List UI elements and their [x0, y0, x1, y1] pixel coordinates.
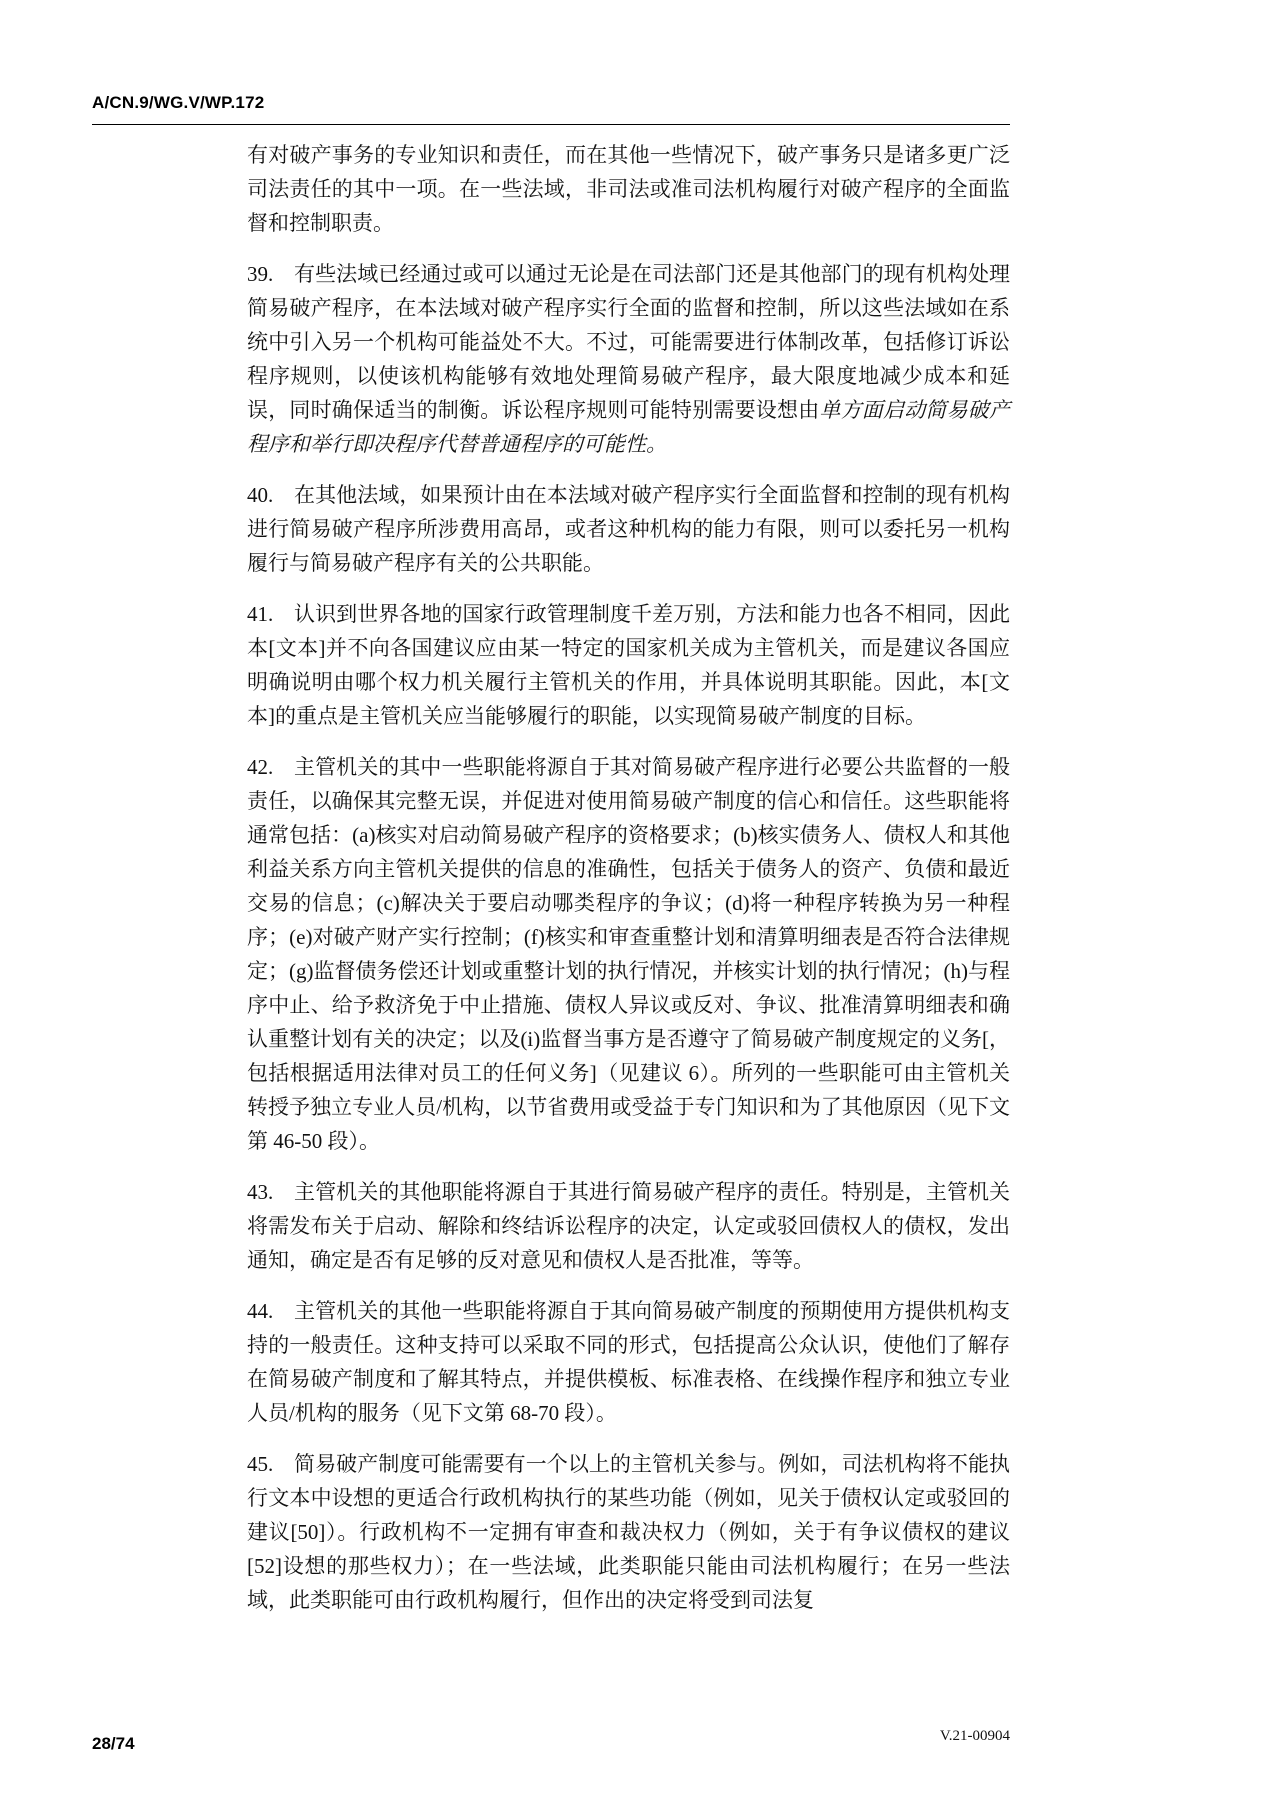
paragraph-text: 主管机关的其中一些职能将源自于其对简易破产程序进行必要公共监督的一般责任，以确保其完整无误，并促进对使用简易破产制度的信心和信任。这些职能将通常包括：(a)核实对启动简易破产程序的资格要求；(b)核实债务人、债权人和其他利益关系方向主管机关提供的信息的准确性，包括关于债务人的资产、负债和最近交易的信息；(c)解决关于要启动哪类程序的争议；(d)将一种程序转换为另一种程序；(e)对破产财产实行控制；(f)核实和审查重整计划和清算明细表是否符合法律规定；(g)监督债务偿还计划或重整计划的执行情况，并核实计划的执行情况；(h)与程序中止、给予救济免于中止措施、债权人异议或反对、争议、批准清算明细表和确认重整计划有关的决定；以及(i)监督当事方是否遵守了简易破产制度规定的义务[，包括根据适用法律对员工的任何义务]（见建议 6）。所列的一些职能可由主管机关转授予独立专业人员/机构，以节省费用或受益于专门知识和为了其他原因（见下文第 46-50 段）。 — [247, 755, 1010, 1153]
paragraph-44 — [247, 1294, 1010, 1430]
paragraph-number: 42. — [247, 755, 274, 779]
paragraph-emphasis-text: 单方面启动简易破产程序和举行即决程序代替普通程序的可能性。 — [247, 398, 1011, 456]
paragraph-number: 39. — [247, 262, 274, 286]
paragraph-text: 主管机关的其他职能将源自于其进行简易破产程序的责任。特别是，主管机关将需发布关于启动、解除和终结诉讼程序的决定，认定或驳回债权人的债权，发出通知，确定是否有足够的反对意见和债权人是否批准，等等。 — [247, 1180, 1010, 1272]
paragraph-41 — [247, 597, 1010, 733]
paragraph-43 — [247, 1175, 1010, 1277]
header-rule — [92, 124, 1010, 125]
document-body — [247, 138, 1010, 1634]
paragraph-45 — [247, 1447, 1010, 1617]
paragraph-text: 主管机关的其他一些职能将源自于其向简易破产制度的预期使用方提供机构支持的一般责任。这种支持可以采取不同的形式，包括提高公众认识，使他们了解存在简易破产制度和了解其特点，并提供模板、标准表格、在线操作程序和独立专业人员/机构的服务（见下文第 68-70 段）。 — [247, 1299, 1010, 1425]
paragraph-number: 40. — [247, 483, 274, 507]
paragraph-text: 认识到世界各地的国家行政管理制度千差万别，方法和能力也各不相同，因此本[文本]并不向各国建议应由某一特定的国家机关成为主管机关，而是建议各国应明确说明由哪个权力机关履行主管机关的作用，并具体说明其职能。因此，本[文本]的重点是主管机关应当能够履行的职能，以实现简易破产制度的目标。 — [247, 602, 1010, 728]
paragraph-number: 41. — [247, 602, 274, 626]
paragraph-40 — [247, 478, 1010, 580]
paragraph-text: 简易破产制度可能需要有一个以上的主管机关参与。例如，司法机构将不能执行文本中设想的更适合行政机构执行的某些功能（例如，见关于债权认定或驳回的建议[50]）。行政机构不一定拥有审查和裁决权力（例如，关于有争议债权的建议[52]设想的那些权力）；在一些法域，此类职能只能由司法机构履行；在另一些法域，此类职能可由行政机构履行，但作出的决定将受到司法复 — [247, 1452, 1010, 1612]
paragraph-39 — [247, 257, 1010, 461]
paragraph-text: 有对破产事务的专业知识和责任，而在其他一些情况下，破产事务只是诸多更广泛司法责任的其中一项。在一些法域，非司法或准司法机构履行对破产程序的全面监督和控制职责。 — [247, 143, 1010, 235]
paragraph-42 — [247, 750, 1010, 1158]
document-symbol: A/CN.9/WG.V/WP.172 — [92, 93, 265, 112]
paragraph-text: 在其他法域，如果预计由在本法域对破产程序实行全面监督和控制的现有机构进行简易破产程序所涉费用高昂，或者这种机构的能力有限，则可以委托另一机构履行与简易破产程序有关的公共职能。 — [247, 483, 1010, 575]
paragraph-number: 45. — [247, 1452, 274, 1476]
paragraph-continuation — [247, 138, 1010, 240]
paragraph-text: 有些法域已经通过或可以通过无论是在司法部门还是其他部门的现有机构处理简易破产程序，在本法域对破产程序实行全面的监督和控制，所以这些法域如在系统中引入另一个机构可能益处不大。不过，可能需要进行体制改革，包括修订诉讼程序规则，以使该机构能够有效地处理简易破产程序，最大限度地减少成本和延误，同时确保适当的制衡。诉讼程序规则可能特别需要设想由 — [247, 262, 1010, 422]
page-number: 28/74 — [92, 1734, 135, 1753]
document-id: V.21-00904 — [939, 1728, 1010, 1744]
paragraph-number: 43. — [247, 1180, 274, 1204]
paragraph-number: 44. — [247, 1299, 274, 1323]
